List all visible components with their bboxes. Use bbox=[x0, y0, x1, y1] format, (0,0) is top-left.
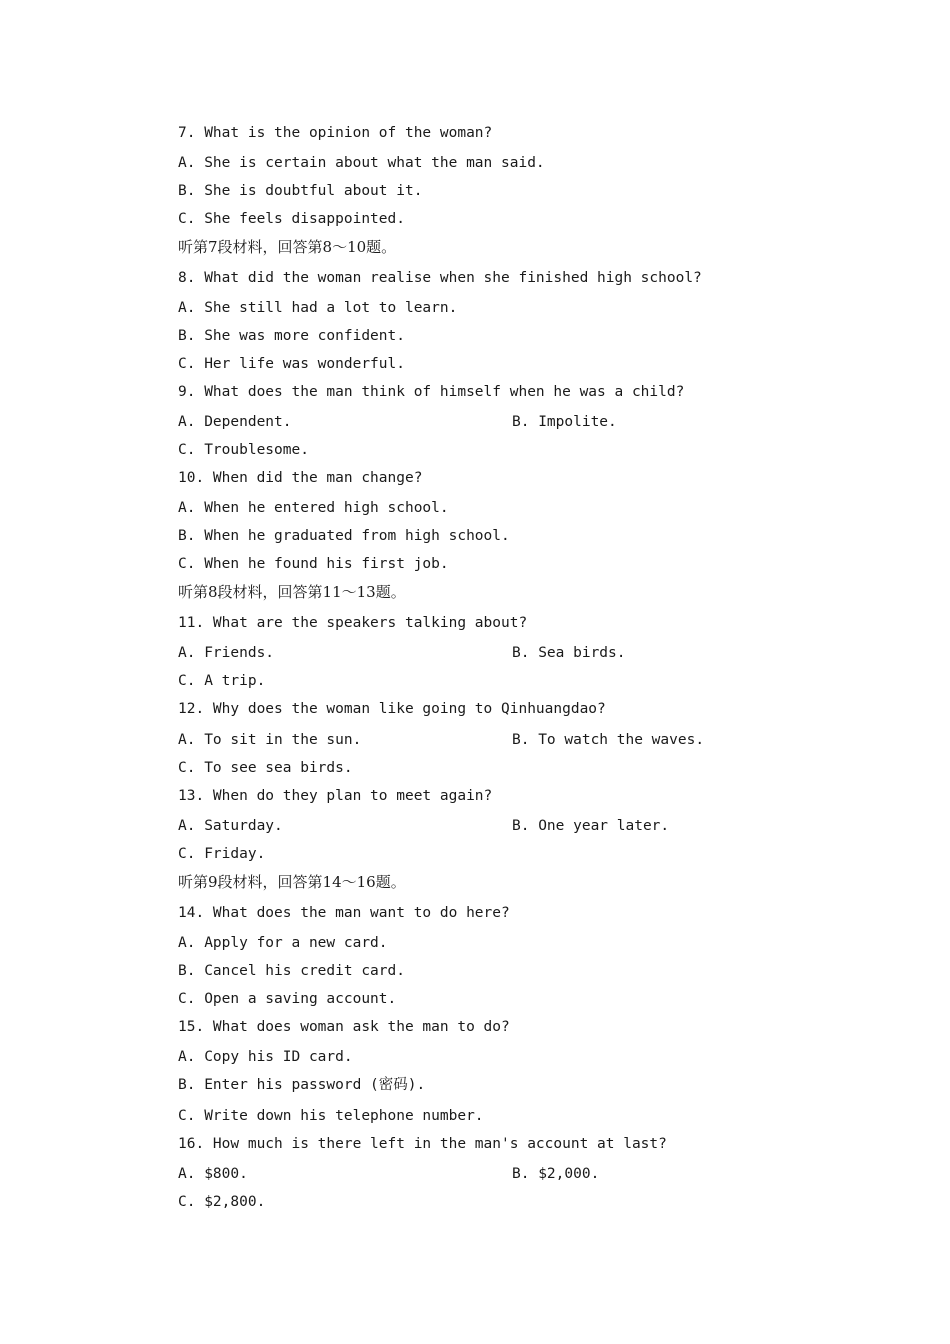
answer-option: C. She feels disappointed. bbox=[178, 211, 405, 227]
answer-option: C. $2,800. bbox=[178, 1194, 266, 1210]
answer-option: C. Open a saving account. bbox=[178, 991, 397, 1007]
answer-option: A. Copy his ID card. bbox=[178, 1049, 353, 1065]
answer-option: A. When he entered high school. bbox=[178, 500, 449, 516]
question-text: 10. When did the man change? bbox=[178, 470, 423, 486]
answer-option: B. When he graduated from high school. bbox=[178, 528, 510, 544]
question-text: 13. When do they plan to meet again? bbox=[178, 788, 493, 804]
answer-option: A. She still had a lot to learn. bbox=[178, 300, 458, 316]
answer-option: B. Cancel his credit card. bbox=[178, 963, 405, 979]
section-instruction: 听第9段材料，回答第14～16题。 bbox=[178, 873, 406, 891]
question-text: 11. What are the speakers talking about? bbox=[178, 615, 528, 631]
answer-option: C. A trip. bbox=[178, 673, 266, 689]
answer-option: B. To watch the waves. bbox=[512, 732, 705, 748]
answer-option: B. She is doubtful about it. bbox=[178, 183, 423, 199]
answer-option: C. Friday. bbox=[178, 846, 266, 862]
answer-option: B. Impolite. bbox=[512, 414, 617, 430]
answer-option: A. Saturday. bbox=[178, 818, 283, 834]
answer-option: A. Friends. bbox=[178, 645, 275, 661]
answer-option: A. Apply for a new card. bbox=[178, 935, 388, 951]
question-text: 9. What does the man think of himself when he was a child? bbox=[178, 384, 685, 400]
answer-option: A. $800. bbox=[178, 1166, 248, 1182]
question-text: 12. Why does the woman like going to Qinhuangdao? bbox=[178, 701, 606, 717]
question-text: 16. How much is there left in the man's account at last? bbox=[178, 1136, 667, 1152]
question-text: 8. What did the woman realise when she finished high school? bbox=[178, 270, 702, 286]
section-instruction: 听第7段材料，回答第8～10题。 bbox=[178, 238, 397, 256]
answer-option: A. Dependent. bbox=[178, 414, 292, 430]
answer-option: A. To sit in the sun. bbox=[178, 732, 362, 748]
section-instruction: 听第8段材料，回答第11～13题。 bbox=[178, 583, 406, 601]
question-text: 14. What does the man want to do here? bbox=[178, 905, 510, 921]
answer-option: B. She was more confident. bbox=[178, 328, 405, 344]
answer-option: A. She is certain about what the man said. bbox=[178, 155, 545, 171]
question-text: 15. What does woman ask the man to do? bbox=[178, 1019, 510, 1035]
answer-option: C. Troublesome. bbox=[178, 442, 309, 458]
answer-option: B. Enter his password (密码). bbox=[178, 1077, 426, 1093]
answer-option: B. Sea birds. bbox=[512, 645, 626, 661]
question-text: 7. What is the opinion of the woman? bbox=[178, 125, 493, 141]
answer-option: C. To see sea birds. bbox=[178, 760, 353, 776]
answer-option: C. Her life was wonderful. bbox=[178, 356, 405, 372]
answer-option: B. One year later. bbox=[512, 818, 670, 834]
answer-option: C. Write down his telephone number. bbox=[178, 1108, 484, 1124]
answer-option: C. When he found his first job. bbox=[178, 556, 449, 572]
answer-option: B. $2,000. bbox=[512, 1166, 600, 1182]
